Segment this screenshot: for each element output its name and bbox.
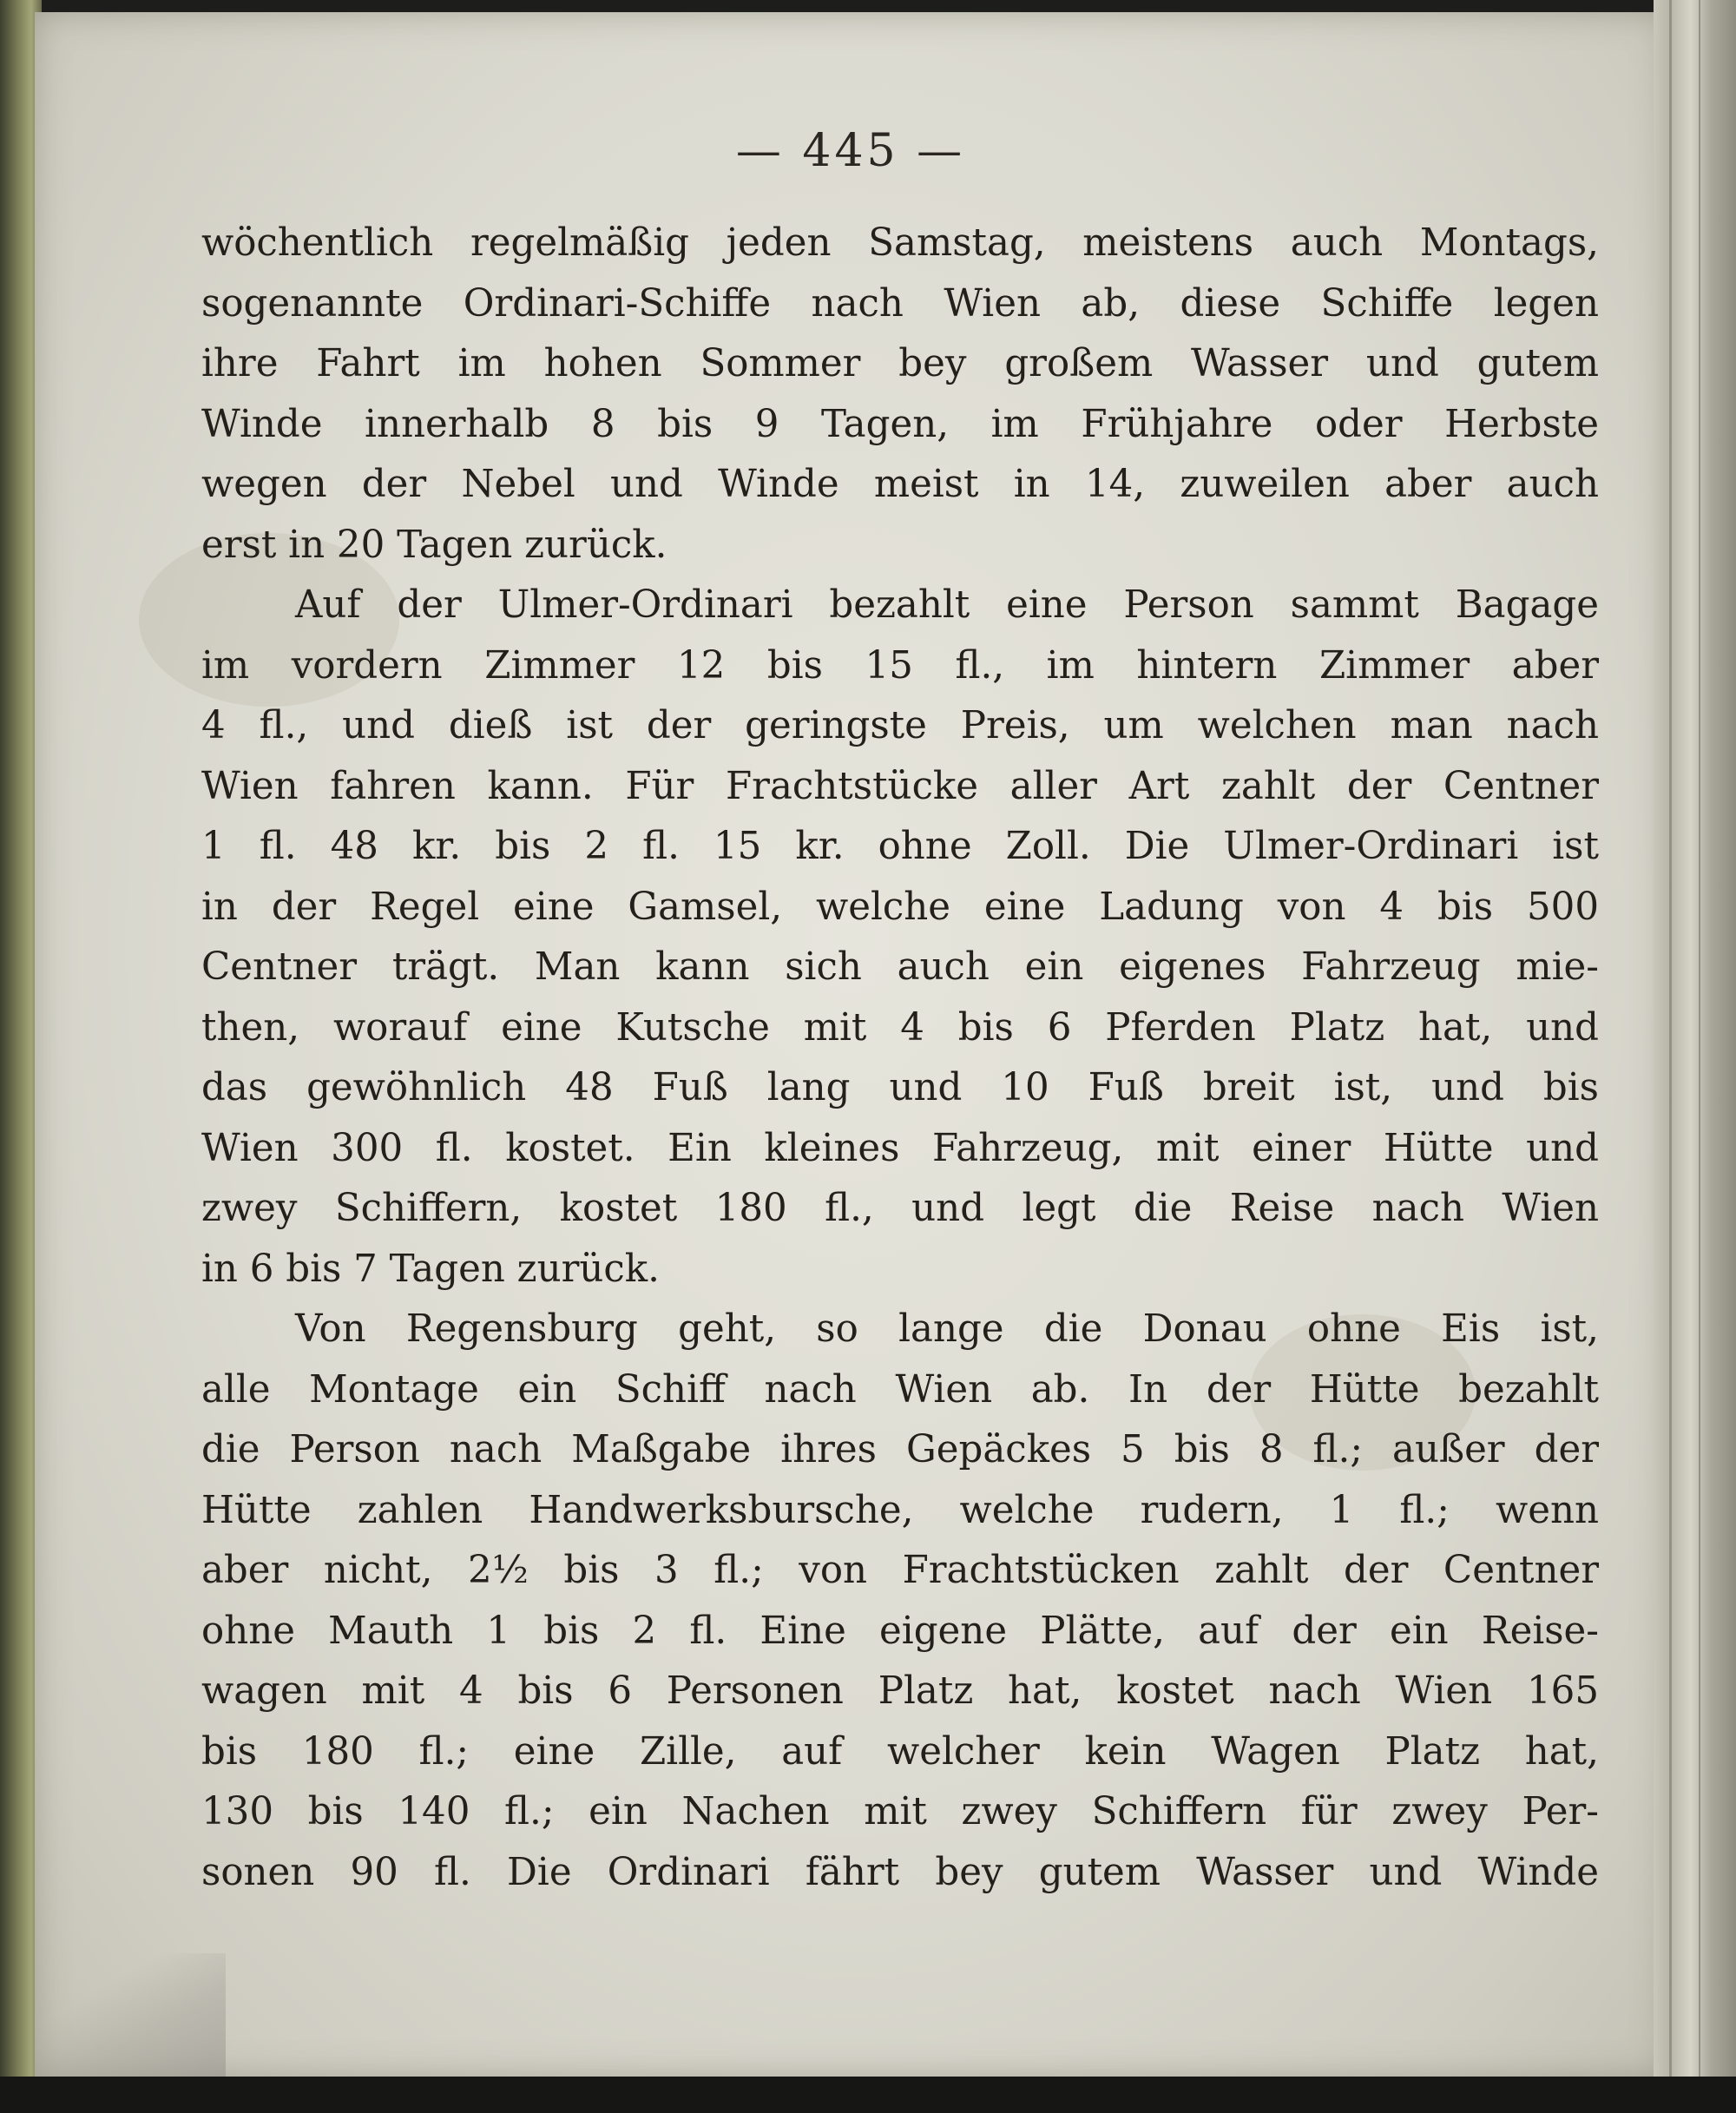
- text-line: im vordern Zimmer 12 bis 15 fl., im hintern Zimmer aber: [201, 643, 1599, 688]
- text-line: ohne Mauth 1 bis 2 fl. Eine eigene Plätte, auf der ein Reise-: [201, 1609, 1599, 1653]
- page-number-header: — 445 —: [735, 125, 966, 177]
- text-line: then, worauf eine Kutsche mit 4 bis 6 Pferden Platz hat, und: [201, 1005, 1599, 1050]
- text-line: ihre Fahrt im hohen Sommer bey großem Wasser und gutem: [201, 342, 1599, 385]
- text-line: in der Regel eine Gamsel, welche eine Ladung von 4 bis 500: [201, 885, 1599, 929]
- book-page: [35, 12, 1667, 2078]
- text-line: das gewöhnlich 48 Fuß lang und 10 Fuß breit ist, und bis: [201, 1066, 1599, 1109]
- text-line: wegen der Nebel und Winde meist in 14, zuweilen aber auch: [201, 463, 1599, 506]
- text-line: Von Regensburg geht, so lange die Donau ohne Eis ist,: [295, 1307, 1599, 1351]
- text-line: erst in 20 Tagen zurück.: [201, 523, 667, 567]
- text-line: Centner trägt. Man kann sich auch ein eigenes Fahrzeug mie-: [201, 945, 1599, 989]
- text-line: 4 fl., und dieß ist der geringste Preis, um welchen man nach: [201, 704, 1599, 747]
- scan-background: [0, 2077, 1736, 2113]
- page-corner-fold: [35, 1953, 226, 2083]
- text-line: die Person nach Maßgabe ihres Gepäckes 5 bis 8 fl.; außer der: [201, 1428, 1599, 1471]
- text-line: sogenannte Ordinari-Schiffe nach Wien ab, diese Schiffe legen: [201, 281, 1599, 326]
- text-line: Auf der Ulmer-Ordinari bezahlt eine Person sammt Bagage: [295, 583, 1599, 627]
- text-line: bis 180 fl.; eine Zille, auf welcher kein Wagen Platz hat,: [201, 1729, 1599, 1774]
- text-line: wagen mit 4 bis 6 Personen Platz hat, kostet nach Wien 165: [201, 1669, 1599, 1713]
- text-line: Wien 300 fl. kostet. Ein kleines Fahrzeug, mit einer Hütte und: [201, 1126, 1599, 1170]
- text-line: zwey Schiffern, kostet 180 fl., und legt die Reise nach Wien: [201, 1187, 1599, 1230]
- text-line: Winde innerhalb 8 bis 9 Tagen, im Frühjahre oder Herbste: [201, 402, 1599, 446]
- text-line: alle Montage ein Schiff nach Wien ab. In der Hütte bezahlt: [201, 1367, 1599, 1412]
- text-line: wöchentlich regelmäßig jeden Samstag, meistens auch Montags,: [201, 221, 1599, 265]
- text-line: aber nicht, 2½ bis 3 fl.; von Frachtstücken zahlt der Centner: [201, 1549, 1599, 1592]
- text-line: in 6 bis 7 Tagen zurück.: [201, 1247, 660, 1291]
- page-stack-edge: [1654, 0, 1736, 2113]
- text-line: 1 fl. 48 kr. bis 2 fl. 15 kr. ohne Zoll. Die Ulmer-Ordinari ist: [201, 825, 1599, 868]
- text-line: sonen 90 fl. Die Ordinari fährt bey gutem Wasser und Winde: [201, 1850, 1599, 1894]
- text-line: Wien fahren kann. Für Frachtstücke aller Art zahlt der Centner: [201, 764, 1599, 808]
- body-text: [201, 214, 1599, 1903]
- text-line: Hütte zahlen Handwerksbursche, welche rudern, 1 fl.; wenn: [201, 1488, 1599, 1532]
- text-line: 130 bis 140 fl.; ein Nachen mit zwey Schiffern für zwey Per-: [201, 1790, 1599, 1833]
